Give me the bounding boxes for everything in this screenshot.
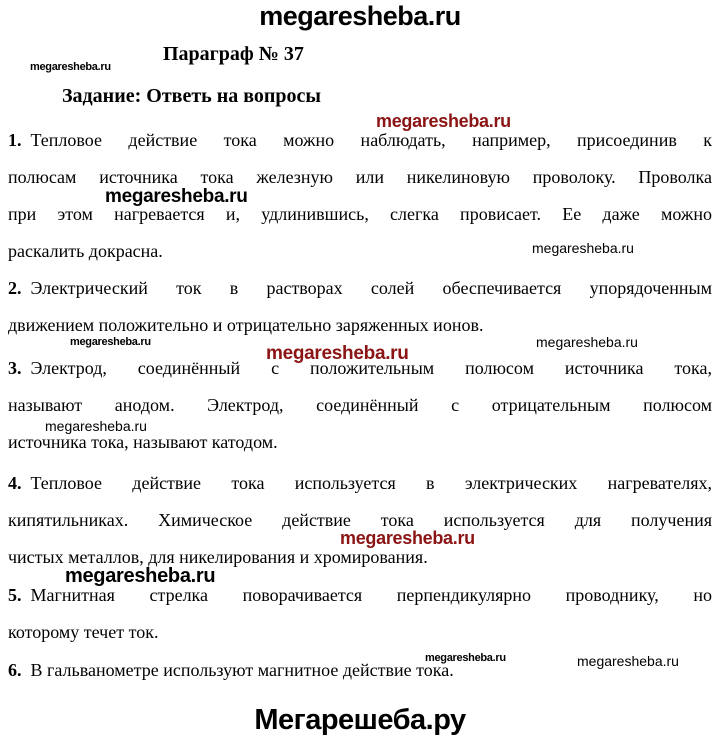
watermark: megaresheba.ru — [532, 240, 634, 256]
answer-4-text: Тепловое действие тока используется в электрических нагревателях, — [30, 473, 712, 493]
answer-1-text: Тепловое действие тока можно наблюдать, например, присоединив к — [30, 130, 712, 150]
site-watermark-header: megaresheba.ru — [259, 1, 461, 31]
answer-2-text: Электрический ток в растворах солей обеспечивается упорядоченным — [30, 278, 712, 298]
watermark: megaresheba.ru — [266, 343, 409, 364]
answer-3-line-3: источника тока, называют катодом. — [8, 432, 278, 452]
answer-3 — [8, 350, 712, 461]
answer-6-line-1 — [8, 652, 712, 689]
answer-1-line-4: раскалить докрасна. — [8, 241, 163, 261]
watermark: megaresheba.ru — [45, 418, 147, 434]
answer-1-line-3: при этом нагревается и, удлинившись, слегка провисает. Ее даже можно — [8, 204, 712, 224]
answer-5 — [8, 577, 712, 651]
answer-3-line-1 — [8, 350, 712, 387]
answer-6-text: В гальванометре используют магнитное действие тока. — [30, 660, 454, 680]
answer-2-line-1 — [8, 270, 712, 307]
answer-6 — [8, 652, 712, 689]
watermark: megaresheba.ru — [340, 528, 475, 548]
answer-1-number: 1. — [8, 130, 22, 150]
answer-5-line-1 — [8, 577, 712, 614]
answer-1-line-1 — [8, 122, 712, 159]
answer-4-line-2: кипятильниках. Химическое действие тока используется для получения — [8, 510, 712, 530]
watermark: megaresheba.ru — [425, 652, 506, 664]
watermark: megaresheba.ru — [376, 111, 511, 131]
watermark: megaresheba.ru — [65, 565, 216, 587]
answer-4-number: 4. — [8, 473, 22, 493]
answer-1-line-2: полюсам источника тока железную или никелиновую проволоку. Проволка — [8, 167, 712, 187]
watermark: megaresheba.ru — [577, 653, 679, 669]
answer-4 — [8, 465, 712, 576]
watermark: megaresheba.ru — [105, 186, 248, 207]
answer-3-text: Электрод, соединённый с положительным полюсом источника тока, — [30, 358, 712, 378]
watermark: megaresheba.ru — [70, 336, 151, 348]
answer-5-line-2: которому течет ток. — [8, 622, 159, 642]
answer-4-line-3: чистых металлов, для никелирования и хромирования. — [8, 547, 428, 567]
task-title: Задание: Ответь на вопросы — [62, 85, 322, 107]
site-title-footer: Мегарешеба.ру — [254, 704, 466, 736]
paragraph-title: Параграф № 37 — [163, 43, 304, 65]
answer-2-line-2: движением положительно и отрицательно заряженных ионов. — [8, 315, 484, 335]
watermark: megaresheba.ru — [536, 334, 638, 350]
answer-3-number: 3. — [8, 358, 22, 378]
answer-5-number: 5. — [8, 585, 22, 605]
answer-5-text: Магнитная стрелка поворачивается перпендикулярно проводнику, но — [30, 585, 712, 605]
watermark: megaresheba.ru — [30, 61, 111, 73]
answer-3-line-2: называют анодом. Электрод, соединённый с отрицательным полюсом — [8, 395, 712, 415]
answer-4-line-1 — [8, 465, 712, 502]
answer-2-number: 2. — [8, 278, 22, 298]
answer-6-number: 6. — [8, 660, 22, 680]
answer-2 — [8, 270, 712, 344]
